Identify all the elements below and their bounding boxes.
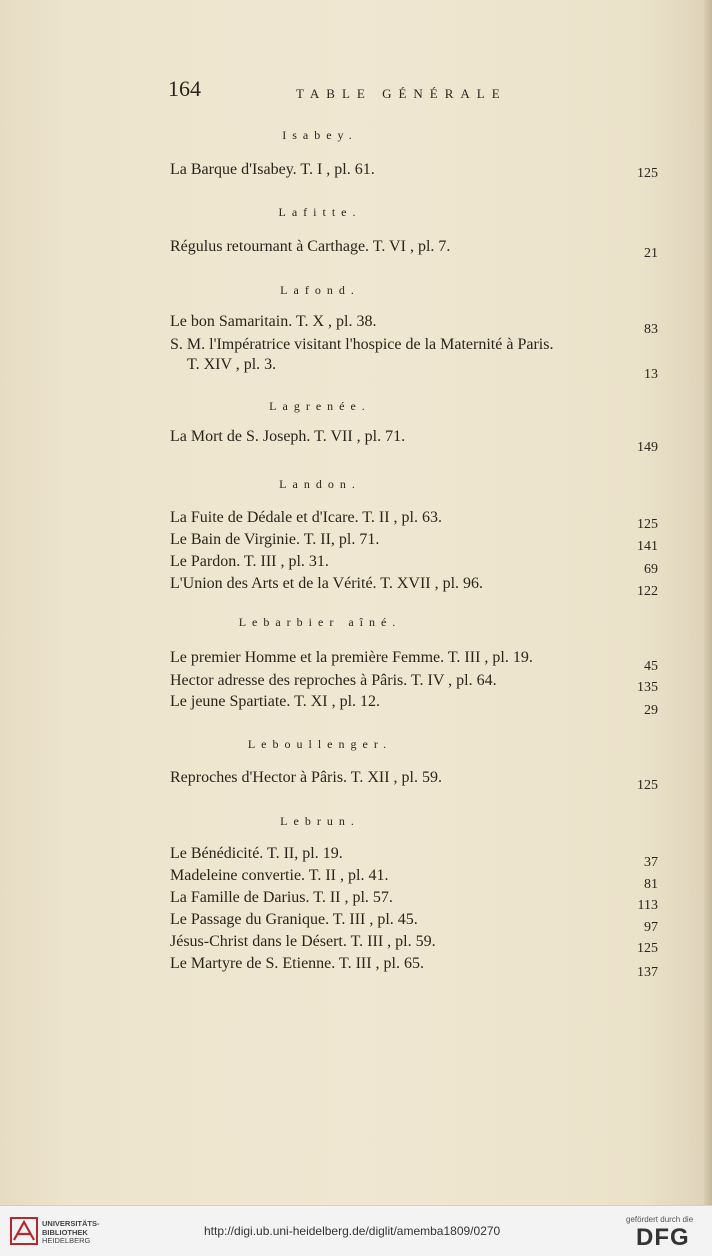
entry-text: Jésus-Christ dans le Désert. T. III , pl. 59. [170, 933, 436, 950]
entry-page: 37 [644, 855, 658, 870]
entry-text: Le Bain de Virginie. T. II, pl. 71. [170, 531, 380, 548]
entry-text: La Barque d'Isabey. T. I , pl. 61. [170, 161, 375, 178]
entry-page: 125 [637, 941, 658, 956]
entry-text: Hector adresse des reproches à Pâris. T. IV , pl. 64. [170, 672, 497, 689]
header-title: TABLE GÉNÉRALE [296, 86, 507, 101]
section-heading: Lafitte. [278, 205, 362, 219]
entry-page: 149 [637, 440, 658, 455]
section-heading: Lebarbier aîné. [238, 615, 402, 629]
entry-page: 125 [637, 778, 658, 793]
entry-text: L'Union des Arts et de la Vérité. T. XVII , pl. 96. [170, 575, 484, 592]
section-heading: Lagrenée. [269, 399, 371, 413]
entry-page: 125 [637, 166, 658, 181]
entry-text: S. M. l'Impératrice visitant l'hospice de la Maternité à Paris. [170, 336, 554, 353]
logo-line: HEIDELBERG [42, 1236, 91, 1245]
entry-page: 135 [637, 680, 658, 695]
entry-page: 81 [644, 877, 658, 892]
entry-text: Le Passage du Granique. T. III , pl. 45. [170, 911, 418, 928]
entry-page: 113 [637, 898, 658, 913]
university-logo-icon [10, 1216, 38, 1246]
entry-text: Le Pardon. T. III , pl. 31. [170, 553, 329, 570]
entry-text: Le jeune Spartiate. T. XI , pl. 12. [170, 693, 381, 710]
section-heading: Lafond. [280, 283, 360, 297]
entry-page: 122 [637, 584, 658, 599]
entry-page: 137 [637, 965, 658, 980]
entry-page: 13 [644, 367, 658, 382]
dfg-logo: DFG [636, 1224, 690, 1251]
entry-text: Régulus retournant à Carthage. T. VI , pl. 7. [170, 238, 451, 255]
page-number: 164 [168, 76, 201, 101]
entry-page: 125 [637, 517, 658, 532]
entry-page: 69 [644, 562, 658, 577]
entry-text: Madeleine convertie. T. II , pl. 41. [170, 867, 389, 884]
entry-text: Reproches d'Hector à Pâris. T. XII , pl. 59. [170, 769, 442, 786]
page-edge [704, 0, 712, 1205]
entry-page: 45 [644, 659, 658, 674]
entry-text: La Mort de S. Joseph. T. VII , pl. 71. [170, 428, 406, 445]
entry-text: La Fuite de Dédale et d'Icare. T. II , pl. 63. [170, 509, 442, 526]
section-heading: Leboullenger. [247, 737, 393, 751]
section-heading: Lebrun. [280, 814, 360, 828]
section-heading: Isabey. [282, 128, 358, 142]
entry-text: Le Martyre de S. Etienne. T. III , pl. 65. [170, 955, 424, 972]
entry-text: La Famille de Darius. T. II , pl. 57. [170, 889, 393, 906]
viewer-footer [0, 1205, 712, 1256]
entry-page: 97 [644, 920, 658, 935]
logo-line: BIBLIOTHEK [42, 1227, 88, 1237]
running-head [168, 76, 568, 106]
entry-text: Le premier Homme et la première Femme. T. III , pl. 19. [170, 649, 533, 666]
entry-page: 141 [637, 539, 658, 554]
entry-text: Le Bénédicité. T. II, pl. 19. [170, 845, 343, 862]
document-url-link[interactable]: http://digi.ub.uni-heidelberg.de/diglit/amemba1809/0270 [204, 1224, 501, 1238]
funder-label: gefördert durch die [626, 1215, 694, 1224]
section-heading: Landon. [279, 477, 361, 491]
logo-line: UNIVERSITÄTS- [42, 1219, 100, 1228]
entry-page: 83 [644, 322, 658, 337]
entry-text: Le bon Samaritain. T. X , pl. 38. [170, 313, 377, 330]
university-logo-text [42, 1220, 100, 1246]
entry-page: 29 [644, 703, 658, 718]
entry-page: 21 [644, 246, 658, 261]
entry-text: T. XIV , pl. 3. [187, 356, 277, 373]
